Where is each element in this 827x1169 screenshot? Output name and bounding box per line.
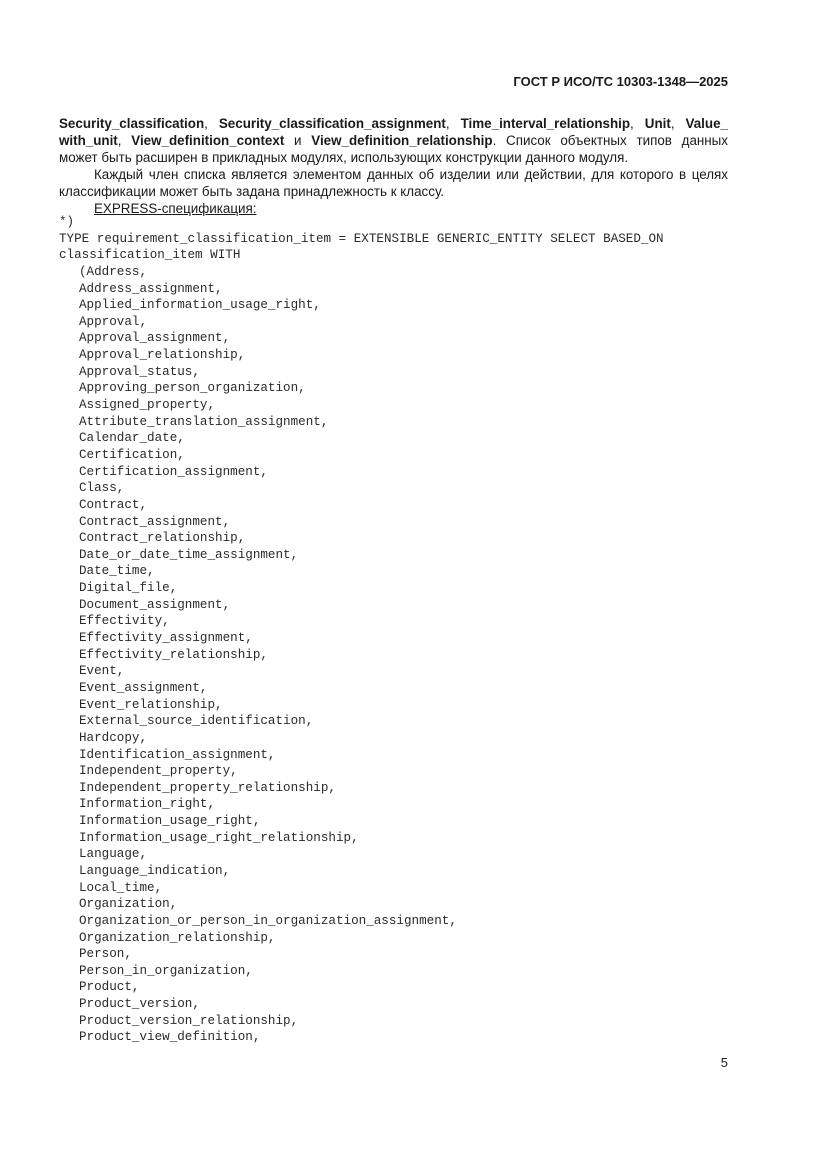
code-list-item: Effectivity_relationship,	[79, 647, 268, 662]
code-list-item: Assigned_property,	[79, 398, 216, 413]
code-list-item: Effectivity,	[79, 614, 170, 629]
code-list-item: Date_time,	[79, 564, 155, 579]
text-run: . Список объектных типов данных может быть расширен в прикладных модулях, использующих конструкции данного модуля.	[59, 133, 728, 165]
code-list-item: Date_or_date_time_assignment,	[79, 547, 299, 562]
text-run: ,	[117, 133, 132, 148]
intro-paragraph-description: Каждый член списка является элементом данных об изделии или действии, для которого в целях классификации может быть задана принадлежность к классу.	[59, 167, 728, 199]
entity-name: Value_ with_unit	[59, 116, 728, 148]
code-list-item: Applied_information_usage_right,	[79, 298, 321, 313]
intro-text	[59, 115, 728, 217]
code-list-item: Effectivity_assignment,	[79, 631, 253, 646]
code-list-item: Approval,	[79, 314, 148, 329]
code-list-item: Product_view_definition,	[79, 1030, 261, 1045]
code-list-item: Approval_relationship,	[79, 348, 246, 363]
entity-name: Security_classification	[59, 116, 205, 131]
code-list-item: Person_in_organization,	[79, 963, 253, 978]
text-run: ,	[445, 116, 461, 131]
document-header-id: ГОСТ Р ИСО/ТС 10303-1348—2025	[513, 74, 728, 89]
code-list-item: Digital_file,	[79, 581, 178, 596]
code-list-item: Organization,	[79, 897, 178, 912]
code-list-item: Class,	[79, 481, 125, 496]
code-list-item: Information_usage_right_relationship,	[79, 830, 359, 845]
code-list-item: Hardcopy,	[79, 730, 148, 745]
code-type-declaration: TYPE requirement_classification_item = EXTENSIBLE GENERIC_ENTITY SELECT BASED_ON	[59, 231, 664, 246]
code-list-item: Product_version_relationship,	[79, 1013, 299, 1028]
code-list-item: Attribute_translation_assignment,	[79, 414, 329, 429]
code-list-item: Event,	[79, 664, 125, 679]
code-list-item: Calendar_date,	[79, 431, 185, 446]
code-list-item: Local_time,	[79, 880, 163, 895]
code-list-item: Certification,	[79, 447, 185, 462]
code-list-item: Language_indication,	[79, 863, 231, 878]
code-list-item: Approval_status,	[79, 364, 200, 379]
code-select-items	[59, 264, 749, 1046]
entity-name: Time_interval_relationship	[460, 116, 631, 131]
text-run: и	[284, 133, 312, 148]
express-specification-label: EXPRESS-спецификация:	[94, 201, 257, 216]
code-list-item: Person,	[79, 947, 132, 962]
code-list-item: External_source_identification,	[79, 714, 314, 729]
entity-name: Unit	[644, 116, 671, 131]
code-list-item: Certification_assignment,	[79, 464, 268, 479]
code-type-declaration-cont: classification_item WITH	[59, 248, 241, 263]
code-list-item: Information_right,	[79, 797, 216, 812]
code-list-item: Address_assignment,	[79, 281, 223, 296]
code-list-item: Product_version,	[79, 997, 200, 1012]
entity-name: View_definition_relationship	[311, 133, 493, 148]
text-run: ,	[630, 116, 645, 131]
code-list-item: Identification_assignment,	[79, 747, 276, 762]
text-run: ,	[204, 116, 219, 131]
code-list-item: Contract_relationship,	[79, 531, 246, 546]
code-list-item: Approval_assignment,	[79, 331, 231, 346]
code-list-item: Contract_assignment,	[79, 514, 231, 529]
code-list-item: Product,	[79, 980, 140, 995]
page-number: 5	[720, 1055, 728, 1070]
code-list-item: Contract,	[79, 497, 148, 512]
code-list-item: Language,	[79, 847, 148, 862]
code-comment-close: *)	[59, 215, 75, 229]
code-list-item: Independent_property_relationship,	[79, 780, 336, 795]
text-run: ,	[670, 116, 686, 131]
code-list-item: Organization_or_person_in_organization_assignment,	[79, 913, 457, 928]
express-code-block	[59, 214, 749, 1046]
code-list-item: Event_assignment,	[79, 680, 208, 695]
code-list-item: Independent_property,	[79, 764, 238, 779]
code-list-item: Document_assignment,	[79, 597, 231, 612]
code-list-item: Event_relationship,	[79, 697, 223, 712]
entity-name: Security_classification_assignment	[218, 116, 446, 131]
code-list-item: (Address,	[79, 264, 148, 279]
intro-paragraph-entity-list	[59, 115, 728, 166]
code-list-item: Organization_relationship,	[79, 930, 276, 945]
code-list-item: Information_usage_right,	[79, 814, 261, 829]
code-list-item: Approving_person_organization,	[79, 381, 306, 396]
entity-name: View_definition_context	[131, 133, 285, 148]
